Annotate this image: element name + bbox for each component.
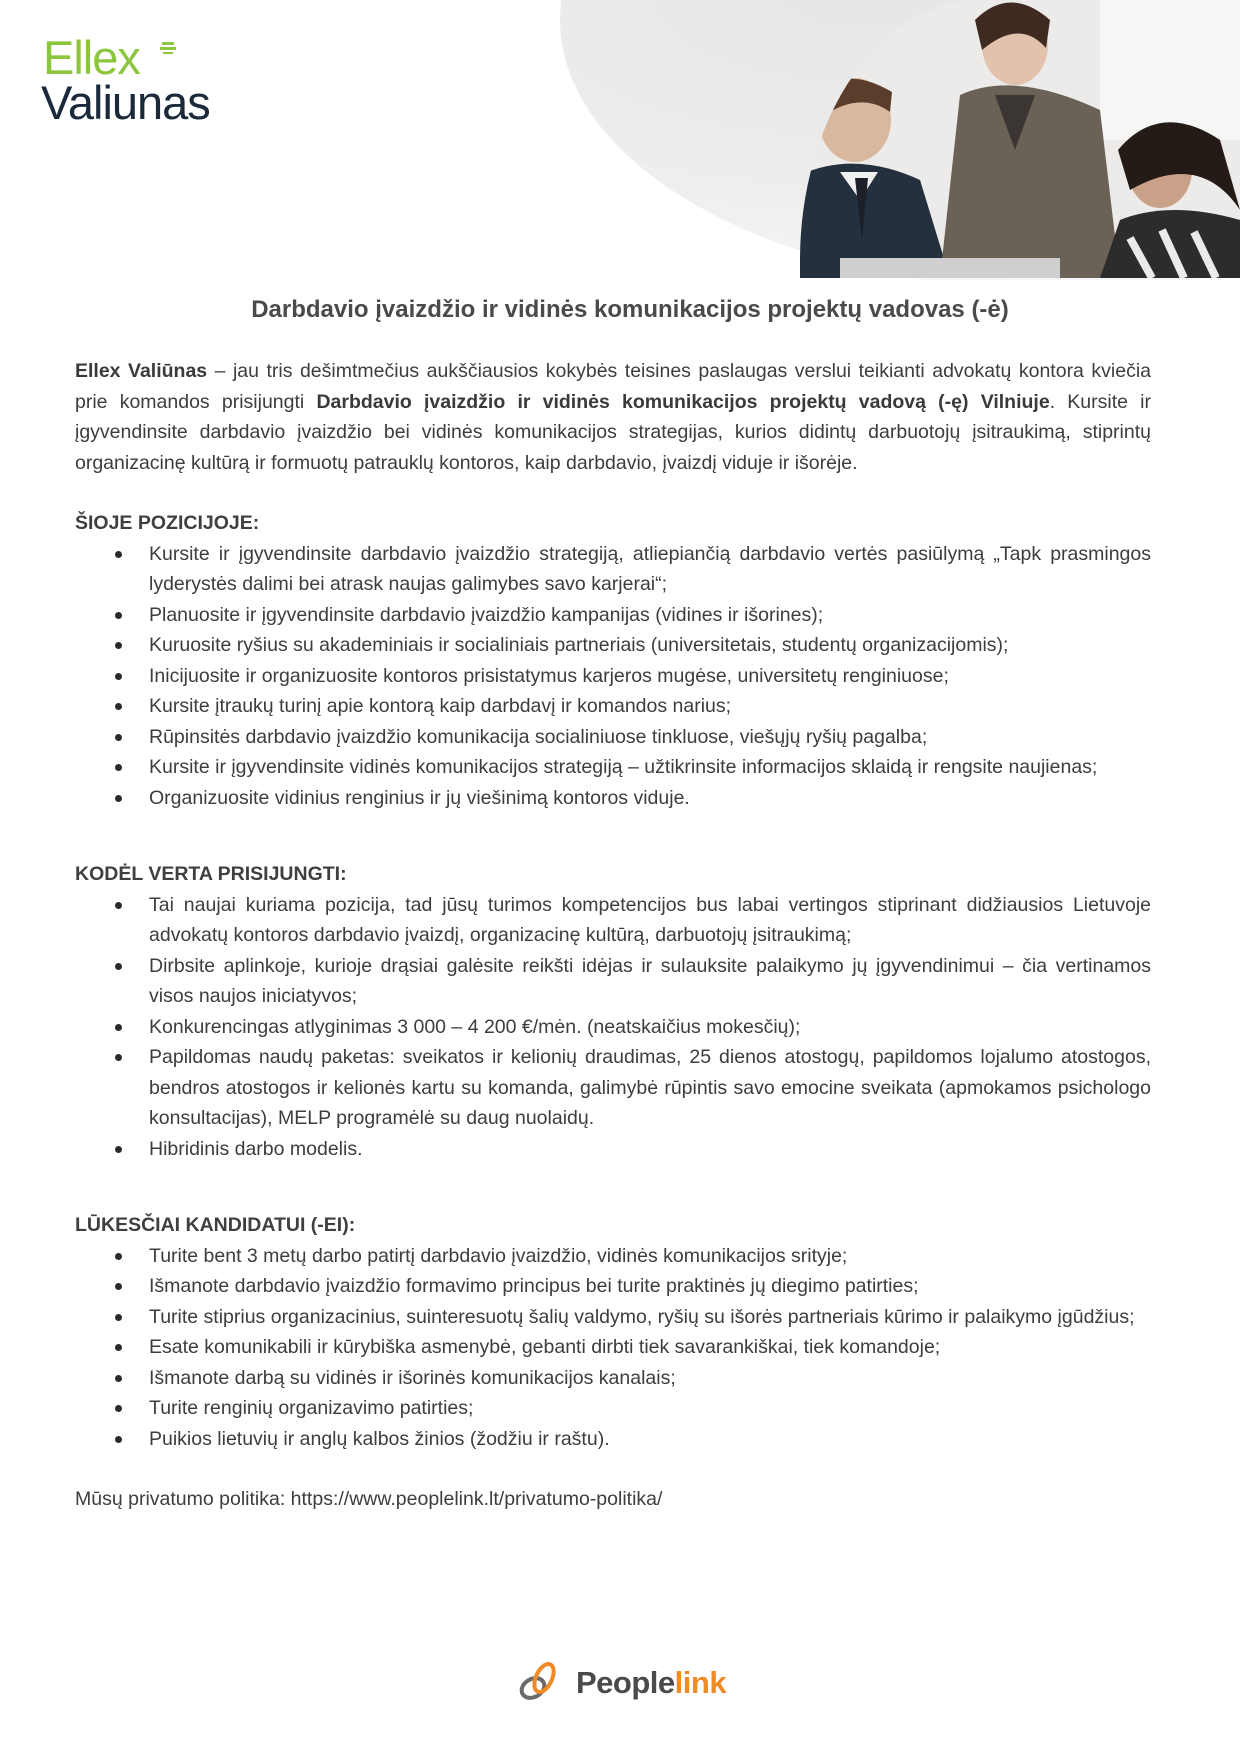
list-item: Papildomas naudų paketas: sveikatos ir kelionių draudimas, 25 dienos atostogų, papildomos lojalumo atostogos, bendros atostogos ir kelionės kartu su komanda, galimybė rūpintis savo emocine sveikata (apmokamos psichologo konsultacijas), MELP programėlė su daug nuolaidų. (149, 1042, 1151, 1134)
list-item: Konkurencingas atlyginimas 3 000 – 4 200 €/mėn. (neatskaičius mokesčių); (149, 1012, 1151, 1043)
list-item: Hibridinis darbo modelis. (149, 1134, 1151, 1165)
job-title: Darbdavio įvaizdžio ir vidinės komunikacijos projektų vadovas (-ė) (251, 296, 1009, 323)
intro-paragraph (75, 356, 1151, 478)
list-item: Išmanote darbdavio įvaizdžio formavimo principus bei turite praktinės jų diegimo patirties; (149, 1271, 1151, 1302)
list-item: Rūpinsitės darbdavio įvaizdžio komunikacija socialiniuose tinkluose, viešųjų ryšių pagalba; (149, 722, 1151, 753)
brand-logo-valiunas: Valiunas (41, 76, 210, 129)
section-heading-requirements: LŪKESČIAI KANDIDATUI (-EI): (75, 1214, 356, 1236)
section-heading-benefits: KODĖL VERTA PRISIJUNGTI: (75, 863, 347, 885)
list-item: Planuosite ir įgyvendinsite darbdavio įvaizdžio kampanijas (vidines ir išorines); (149, 600, 1151, 631)
list-item: Turite bent 3 metų darbo patirtį darbdavio įvaizdžio, vidinės komunikacijos srityje; (149, 1241, 1151, 1272)
ellex-logo-mark-icon (160, 42, 176, 54)
list-item: Kursite ir įgyvendinsite darbdavio įvaizdžio strategiją, atliepiančią darbdavio vertės pasiūlymą „Tapk prasmingos lyderystės dalimi bei atrask naujas galimybes savo karjerai“; (149, 539, 1151, 600)
list-item: Kursite įtraukų turinį apie kontorą kaip darbdavį ir komandos narius; (149, 691, 1151, 722)
list-item: Inicijuosite ir organizuosite kontoros prisistatymus karjeros mugėse, universitetų renginiuose; (149, 661, 1151, 692)
intro-text-2: . Kursite ir įgyvendinsite darbdavio įvaizdžio bei vidinės komunikacijos strategijas, kurios didintų darbuotojų įsitraukimą, stiprintų organizacinę kultūrą ir formuotų patrauklų kontoros, kaip darbdavio, įvaizdį viduje ir išorėje. (75, 390, 1151, 474)
section-heading-responsibilities: ŠIOJE POZICIJOJE: (75, 512, 260, 534)
requirements-list (75, 1241, 1151, 1455)
list-item: Dirbsite aplinkoje, kurioje drąsiai galėsite reikšti idėjas ir sulauksite palaikymo jų įgyvendinimui – čia vertinamos visos naujos iniciatyvos; (149, 951, 1151, 1012)
list-item: Puikios lietuvių ir anglų kalbos žinios (žodžiu ir raštu). (149, 1424, 1151, 1455)
company-name: Ellex Valiūnas (75, 360, 208, 382)
list-item: Turite stiprius organizacinius, suinteresuotų šalių valdymo, ryšių su išorės partneriais kūrimo ir palaikymo įgūdžius; (149, 1302, 1151, 1333)
list-item: Išmanote darbą su vidinės ir išorinės komunikacijos kanalais; (149, 1363, 1151, 1394)
job-description (75, 356, 1151, 1515)
peoplelink-wordmark: Peoplelink (576, 1665, 727, 1700)
position-name: Darbdavio įvaizdžio ir vidinės komunikacijos projektų vadovą (-ę) Vilniuje (316, 390, 1050, 413)
responsibilities-list (75, 539, 1151, 814)
list-item: Esate komunikabili ir kūrybiška asmenybė, gebanti dirbti tiek savarankiškai, tiek komandoje; (149, 1332, 1151, 1363)
list-item: Organizuosite vidinius renginius ir jų viešinimą kontoros viduje. (149, 783, 1151, 814)
peoplelink-logo (514, 1658, 726, 1708)
peoplelink-logo-icon (514, 1658, 564, 1708)
brand-logo-ellex: Ellex (43, 31, 140, 84)
list-item: Turite renginių organizavimo patirties; (149, 1393, 1151, 1424)
intro-text-1: – jau tris dešimtmečius aukščiausios kokybės teisines paslaugas verslui teikianti advokatų kontora kviečia prie komandos prisijungti (75, 360, 1151, 413)
privacy-policy-text: Mūsų privatumo politika: https://www.peoplelink.lt/privatumo-politika/ (75, 1488, 663, 1510)
list-item: Tai naujai kuriama pozicija, tad jūsų turimos kompetencijos bus labai vertingos stiprinant didžiausios Lietuvoje advokatų kontoros darbdavio įvaizdį, organizacinę kultūrą, darbuotojų įsitraukimą; (149, 890, 1151, 951)
benefits-list (75, 890, 1151, 1165)
list-item: Kuruosite ryšius su akademiniais ir socialiniais partneriais (universitetais, studentų organizacijomis); (149, 630, 1151, 661)
header (0, 0, 1240, 280)
list-item: Kursite ir įgyvendinsite vidinės komunikacijos strategiją – užtikrinsite informacijos sklaidą ir rengsite naujienas; (149, 752, 1151, 783)
